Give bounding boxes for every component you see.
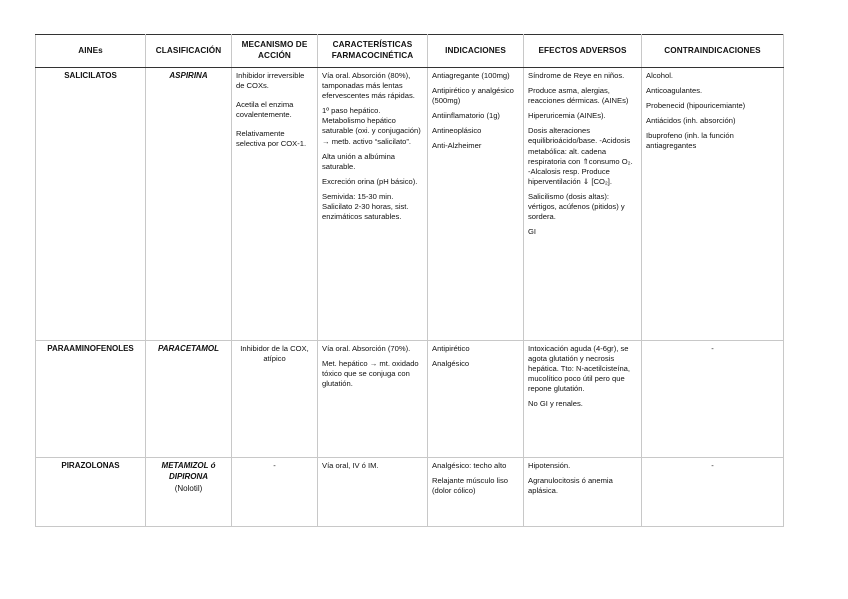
family-cell: PARAAMINOFENOLES [36, 341, 146, 458]
cell-line: - [273, 461, 276, 470]
cell-line: Probenecid (hipouricemiante) [646, 101, 746, 111]
header-efectos: EFECTOS ADVERSOS [524, 35, 642, 68]
mecanismo-cell [232, 458, 318, 527]
cell-line: Met. hepático → mt. oxidado tóxico que se conjuga con glutatión. [322, 359, 419, 389]
cell-line: Anticoagulantes. [646, 86, 703, 96]
cell-line: Hipotensión. [528, 461, 571, 470]
header-contraindicaciones: CONTRAINDICACIONES [642, 35, 784, 68]
drug-name: PARACETAMOL [157, 344, 220, 353]
header-indicaciones: INDICACIONES [428, 35, 524, 68]
cell-line: Antipirético [432, 344, 470, 353]
contraindicaciones-cell [642, 341, 784, 458]
cell-line: Síndrome de Reye en niños. [528, 71, 625, 80]
cell-line: GI [528, 227, 537, 237]
table-row [36, 458, 784, 527]
drug-brand: (Nolotil) [174, 484, 203, 494]
cell-line: Semivida: 15-30 min. Salicilato 2-30 horas, sist. enzimáticos saturables. [322, 191, 409, 222]
mecanismo-cell [232, 341, 318, 458]
contraindicaciones-cell [642, 68, 784, 341]
drug-cell [146, 68, 232, 341]
table-row [36, 341, 784, 458]
cell-line: Relajante músculo liso (dolor cólico) [432, 476, 508, 496]
cell-line: Vía oral. Absorción (80%), tamponadas más lentas efervescentes más rápidas. [322, 71, 415, 101]
cell-line: Antipirético y analgésico (500mg) [432, 86, 514, 106]
cell-line: No GI y renales. [528, 399, 583, 409]
header-clasificacion: CLASIFICACIÓN [146, 35, 232, 68]
header-row [36, 35, 784, 68]
cell-line: Antiácidos (inh. absorción) [646, 116, 736, 126]
family-cell: SALICILATOS [36, 68, 146, 341]
aines-table [35, 34, 784, 527]
cell-line: Hiperuricemia (AINEs). [528, 111, 606, 121]
cell-line: Anti-Alzheimer [432, 141, 482, 151]
cell-line: Salicilismo (dosis altas): vértigos, acúfenos (pitidos) y sordera. [528, 191, 625, 222]
cell-line: Inhibidor irreversible de COXs. [236, 71, 305, 91]
cell-line: Ibuprofeno (inh. la función antiagregantes [646, 131, 734, 151]
cell-line: Relativamente selectiva por COX-1. [236, 129, 307, 149]
indicaciones-cell [428, 341, 524, 458]
drug-cell [146, 341, 232, 458]
contraindicaciones-cell [642, 458, 784, 527]
table-row [36, 68, 784, 341]
efectos-cell [524, 68, 642, 341]
cell-line: Produce asma, alergias, reacciones dérmicas. (AINEs) [528, 86, 629, 106]
cell-line: Alcohol. [646, 71, 674, 80]
cell-line: Vía oral, IV ó IM. [322, 461, 379, 470]
cell-line: Vía oral. Absorción (70%). [322, 344, 411, 353]
drug-table-page [35, 34, 783, 527]
header-aines: AINEs [36, 35, 146, 68]
cell-line: Antineoplásico [432, 126, 482, 136]
cell-line: Antiinflamatorio (1g) [432, 111, 500, 121]
cell-line: Excreción orina (pH básico). [322, 176, 418, 186]
cell-line: Analgésico [432, 359, 470, 369]
cell-line: - [711, 344, 714, 353]
indicaciones-cell [428, 458, 524, 527]
cell-line: Dosis alteraciones equilibrioácido/base. -Acidosis metabólica: alt. cadena respiratoria con ⇑consumo O₂. -Alcalosis resp. Produce hiperventilación ⇓ [CO₂]. [528, 126, 633, 186]
drug-cell [146, 458, 232, 527]
cell-line: Inhibidor de la COX, atípico [240, 344, 309, 364]
cell-line: Acetila el enzima covalentemente. [236, 100, 294, 120]
indicaciones-cell [428, 68, 524, 341]
mecanismo-cell [232, 68, 318, 341]
caracteristicas-cell [318, 458, 428, 527]
efectos-cell [524, 341, 642, 458]
efectos-cell [524, 458, 642, 527]
cell-line: - [711, 461, 714, 470]
drug-name: METAMIZOL ó DIPIRONA [161, 461, 216, 481]
drug-name: ASPIRINA [169, 71, 208, 80]
caracteristicas-cell [318, 341, 428, 458]
cell-line: Intoxicación aguda (4-6gr), se agota glutatión y necrosis hepática. Tto: N-acetilcisteína, mucolítico poco útil pero que repone glutatión. [528, 344, 631, 394]
cell-line: Analgésico: techo alto [432, 461, 507, 470]
cell-line: Antiagregante (100mg) [432, 71, 510, 80]
family-cell: PIRAZOLONAS [36, 458, 146, 527]
caracteristicas-cell [318, 68, 428, 341]
cell-line: Alta unión a albúmina saturable. [322, 151, 396, 171]
cell-line: 1º paso hepático. Metabolismo hepático saturable (oxi. y conjugación) → metb. activo “salicilato”. [322, 106, 421, 146]
header-mecanismo: MECANISMO DE ACCIÓN [232, 35, 318, 68]
cell-line: Agranulocitosis ó anemia aplásica. [528, 476, 613, 496]
header-caracteristicas: CARACTERÍSTICAS FARMACOCINÉTICA [318, 35, 428, 68]
